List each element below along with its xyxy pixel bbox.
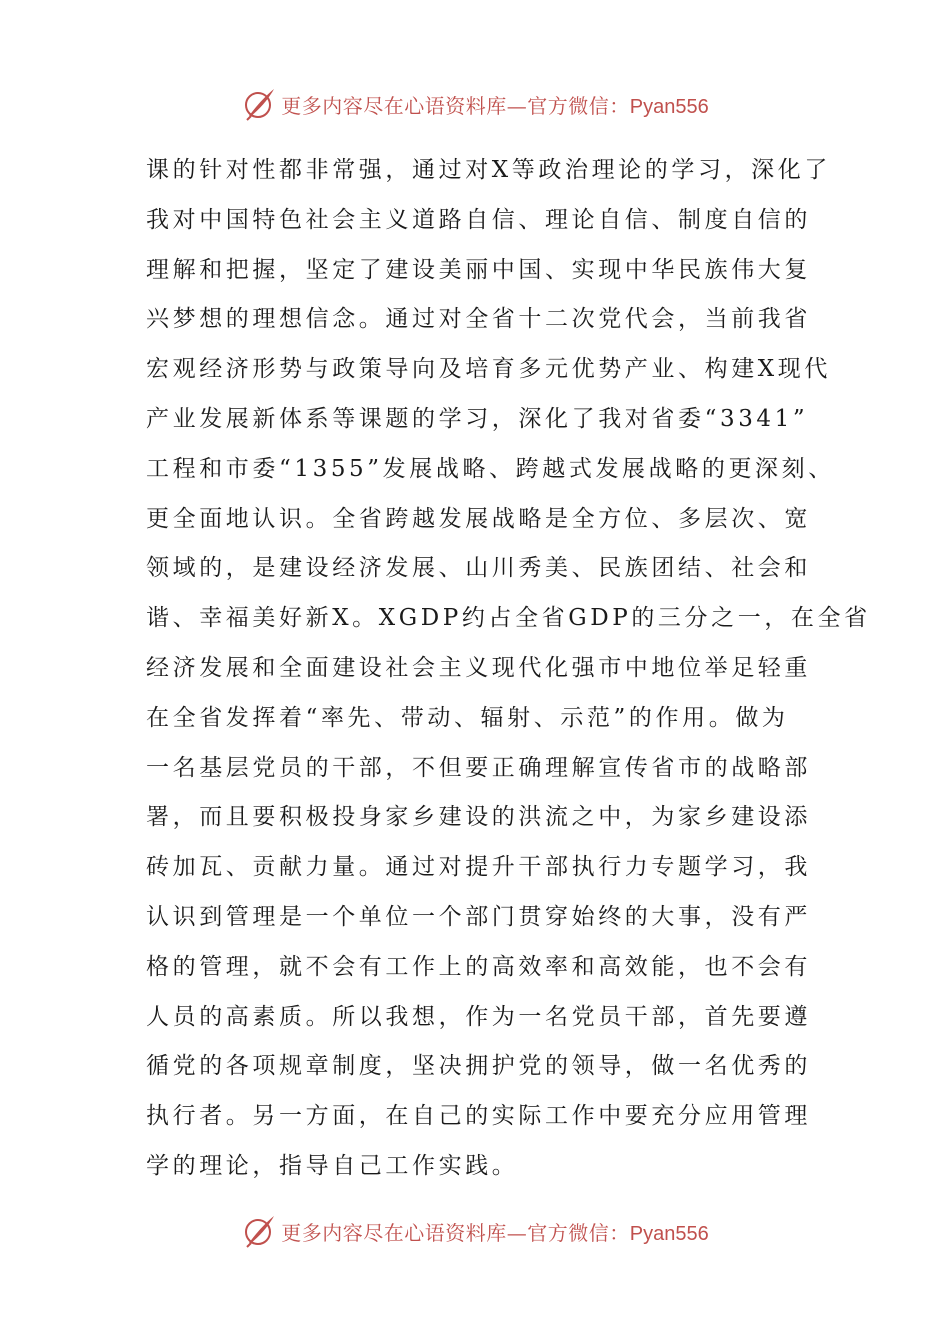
body-line: 领域的，是建设经济发展、山川秀美、民族团结、社会和 <box>146 555 811 582</box>
body-line: 署，而且要积极投身家乡建设的洪流之中，为家乡建设添 <box>146 804 811 831</box>
body-line: 认识到管理是一个单位一个部门贯穿始终的大事，没有严 <box>146 903 811 930</box>
body-line: 在全省发挥着“率先、带动、辐射、示范”的作用。做为 <box>146 704 789 731</box>
footer-wechat-id: Pyan556 <box>629 1222 709 1245</box>
body-line: 理解和把握，坚定了建设美丽中国、实现中华民族伟大复 <box>146 256 811 283</box>
body-line: 工程和市委“1355”发展战略、跨越式发展战略的更深刻、 <box>146 455 835 482</box>
quill-pen-icon <box>241 1213 277 1249</box>
body-line: 更全面地认识。全省跨越发展战略是全方位、多层次、宽 <box>146 505 811 532</box>
body-line: 砖加瓦、贡献力量。通过对提升干部执行力专题学习，我 <box>146 854 811 881</box>
body-line: 循党的各项规章制度，坚决拥护党的领导，做一名优秀的 <box>146 1053 811 1080</box>
body-line: 兴梦想的理想信念。通过对全省十二次党代会，当前我省 <box>146 306 811 333</box>
header-wechat-id: Pyan556 <box>629 95 709 118</box>
quill-pen-icon <box>241 86 277 122</box>
body-line: 人员的高素质。所以我想，作为一名党员干部，首先要遵 <box>146 1003 811 1030</box>
header-banner-text <box>281 90 708 119</box>
footer-banner-label: 更多内容尽在心语资料库—官方微信： <box>281 1220 630 1245</box>
body-line: 谐、幸福美好新X。XGDP约占全省GDP的三分之一，在全省 <box>146 605 871 632</box>
body-line: 一名基层党员的干部，不但要正确理解宣传省市的战略部 <box>146 754 811 781</box>
body-line: 执行者。另一方面，在自己的实际工作中要充分应用管理 <box>146 1103 811 1130</box>
body-line: 我对中国特色社会主义道路自信、理论自信、制度自信的 <box>146 206 811 233</box>
body-line: 产业发展新体系等课题的学习，深化了我对省委“3341” <box>146 405 809 432</box>
body-line: 课的针对性都非常强，通过对X等政治理论的学习，深化了 <box>146 157 831 183</box>
document-body <box>146 146 871 1192</box>
body-line: 宏观经济形势与政策导向及培育多元优势产业、构建X现代 <box>146 356 831 383</box>
header-banner <box>0 84 950 124</box>
body-line: 格的管理，就不会有工作上的高效率和高效能，也不会有 <box>146 953 811 980</box>
body-line: 经济发展和全面建设社会主义现代化强市中地位举足轻重 <box>146 654 811 681</box>
body-line: 学的理论，指导自己工作实践。 <box>146 1152 519 1179</box>
header-banner-label: 更多内容尽在心语资料库—官方微信： <box>281 93 630 118</box>
footer-banner-text <box>281 1217 708 1246</box>
footer-banner <box>0 1211 950 1251</box>
